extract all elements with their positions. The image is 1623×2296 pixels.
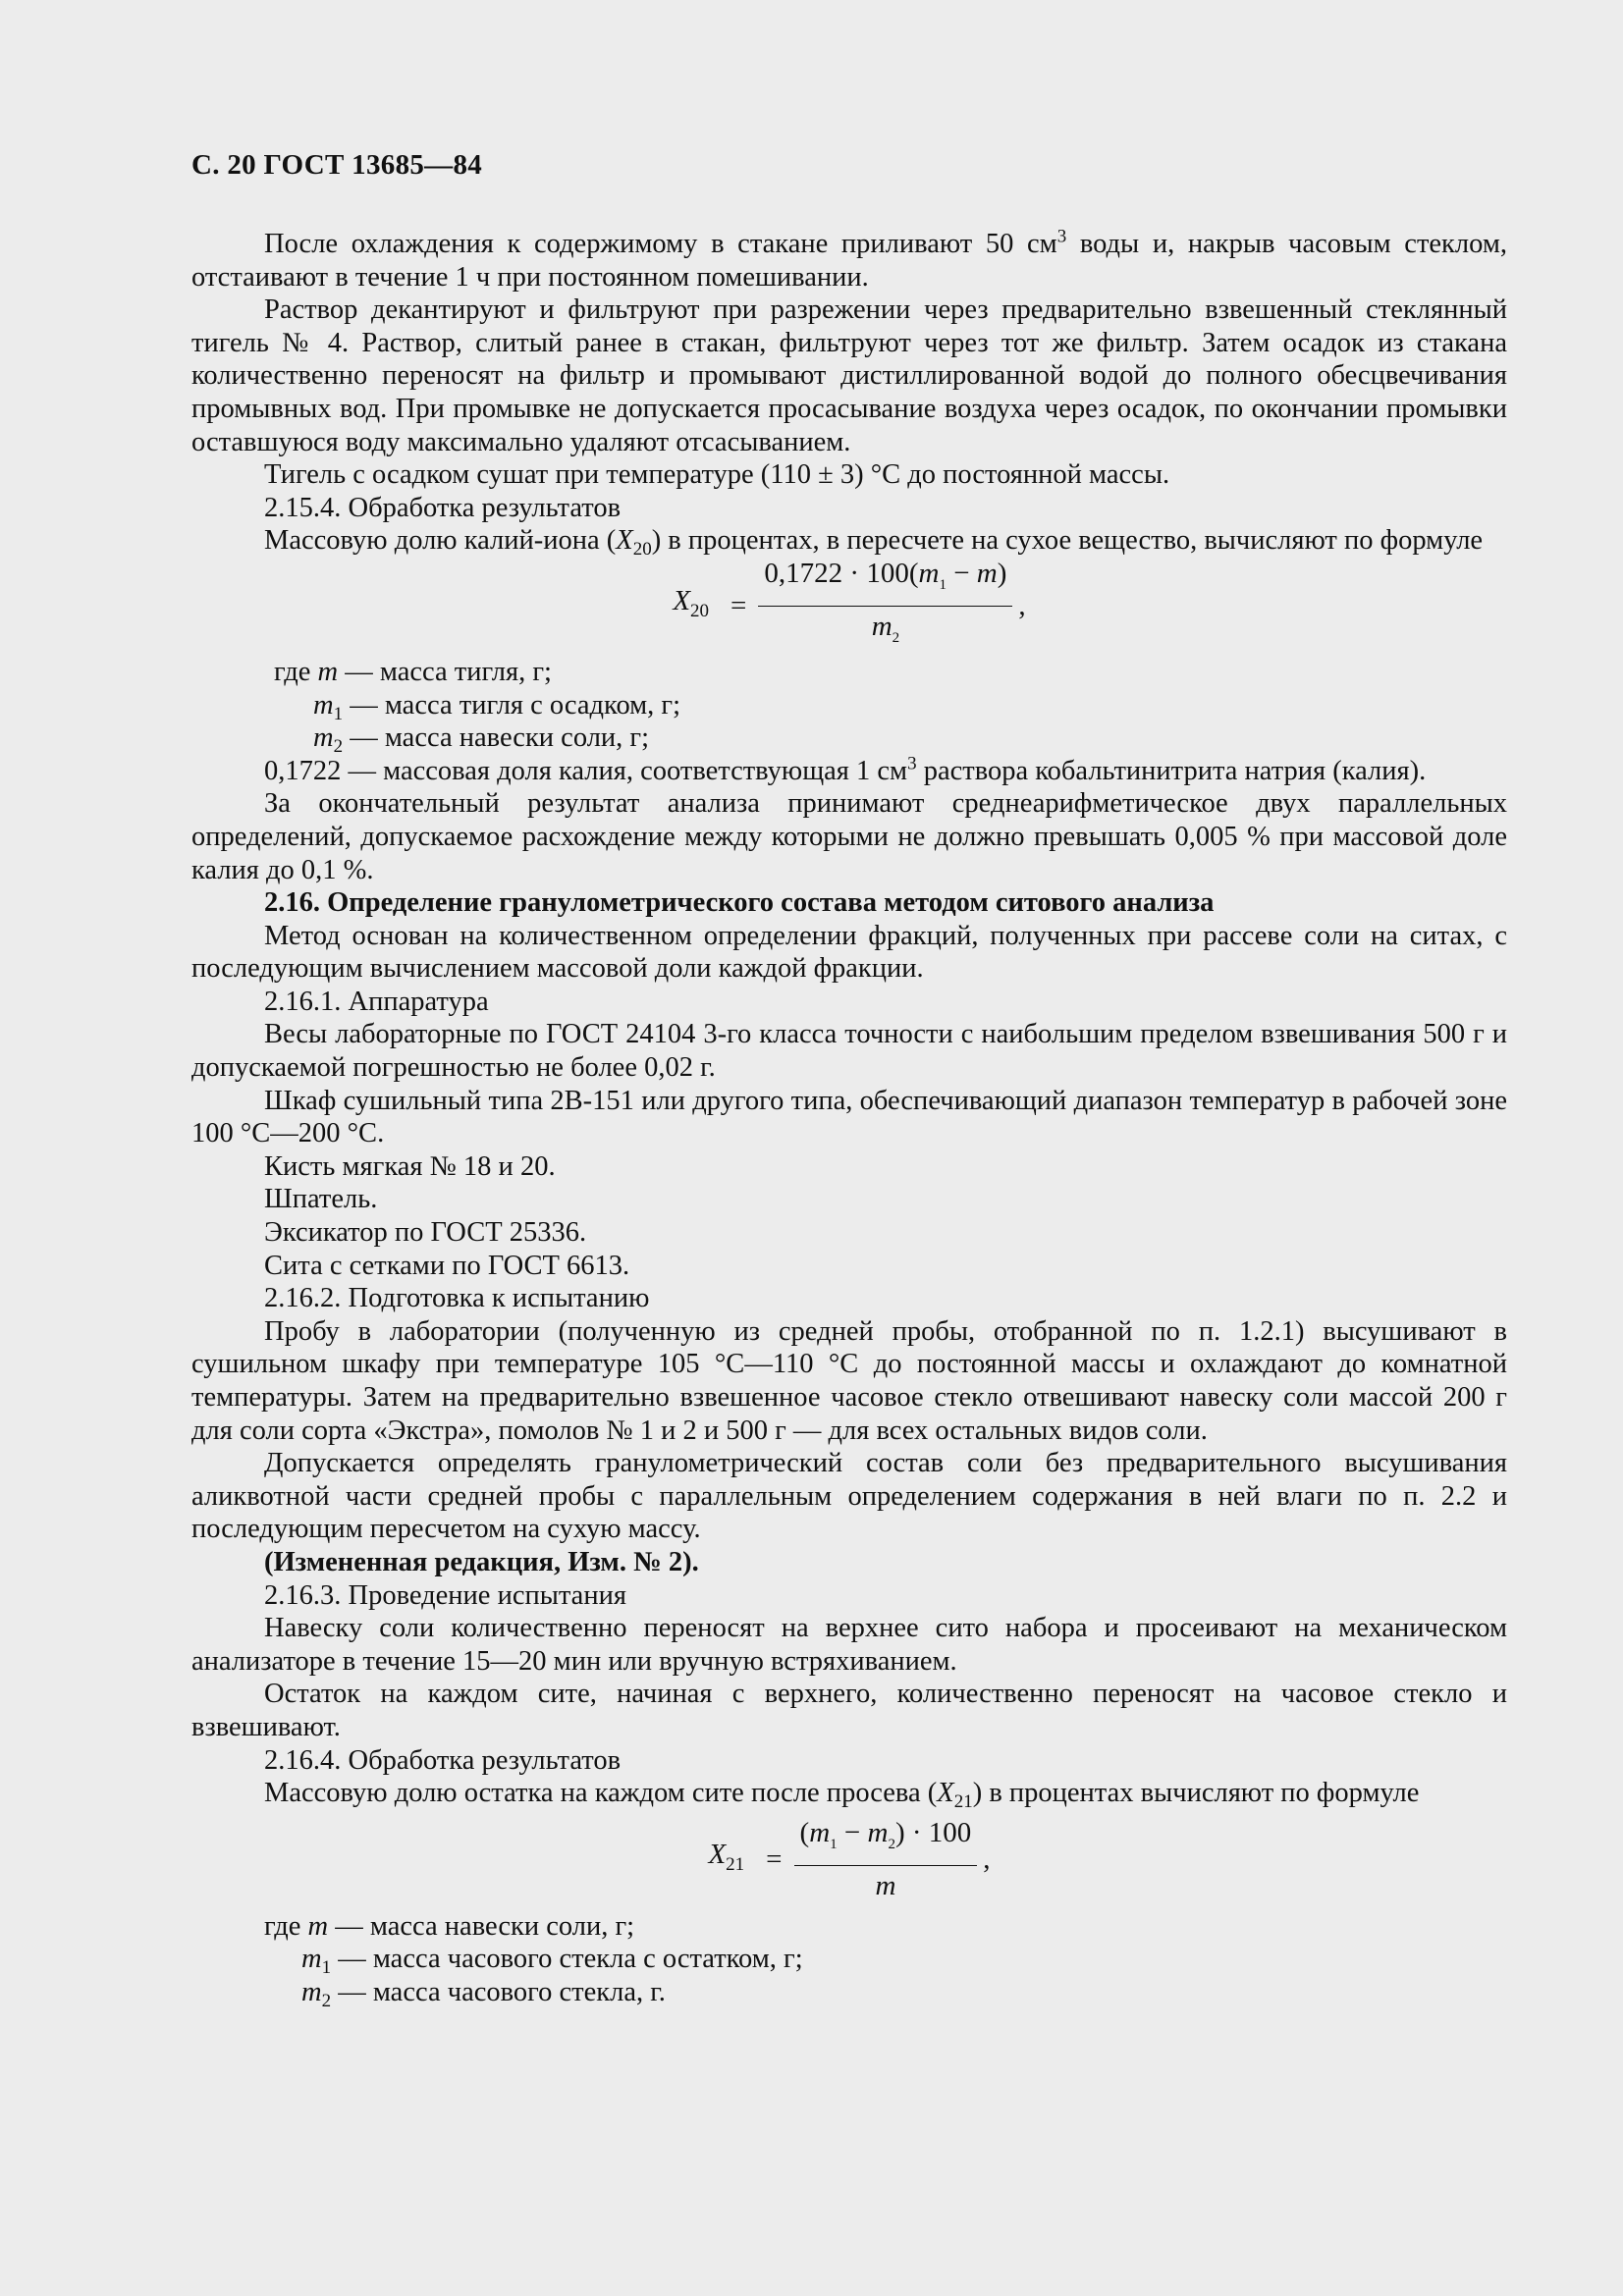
paragraph: Шпатель.: [264, 1184, 378, 1215]
paragraph: Навеску соли количественно переносят на верхнее сито набора и просеивают на механическом анализаторе в течение 15—20 мин или вручную встряхиванием.: [191, 1613, 1507, 1677]
formula-x20: $X_{20}$ = $\frac{0,1722 \cdot 100(m_1 - m)}{m_2}$ ,: [191, 561, 1507, 652]
section-heading: 2.15.4. Обработка результатов: [264, 492, 622, 523]
paragraph: Шкаф сушильный типа 2В-151 или другого типа, обеспечивающий диапазон температур в рабочей зоне 100 °С—200 °С.: [191, 1085, 1507, 1149]
paragraph: Остаток на каждом сите, начиная с верхнего, количественно переносят на часовое стекло и взвешивают.: [191, 1679, 1507, 1742]
section-heading: 2.16.3. Проведение испытания: [264, 1579, 626, 1611]
section-heading: 2.16.1. Аппаратура: [264, 986, 489, 1017]
amendment-note: (Измененная редакция, Изм. № 2).: [264, 1546, 699, 1577]
section-heading: 2.16.4. Обработка результатов: [264, 1744, 622, 1776]
paragraph: Допускается определять гранулометрический состав соли без предварительного высушивания аликвотной части средней пробы с параллельным определением содержания в ней влаги по п. 2.2 и последующим пересчетом на сухую массу.: [191, 1448, 1507, 1545]
paragraph: Сита с сетками по ГОСТ 6613.: [264, 1250, 630, 1281]
paragraph: Массовую долю калий-иона $(X_{20})$ в процентах, в пересчете на сухое вещество, вычисляют по формуле: [264, 525, 1484, 561]
paragraph: Метод основан на количественном определении фракций, полученных при рассеве соли на ситах, с последующим вычислением массовой доли каждой фракции.: [191, 920, 1507, 985]
fraction: [794, 1817, 978, 1903]
page-body: [191, 228, 1507, 2009]
paragraph: Эксикатор по ГОСТ 25336.: [264, 1217, 587, 1249]
page-header: С. 20 ГОСТ 13685—84: [191, 149, 483, 181]
definition-line: $m_1$ — масса тигля с осадком, г;: [313, 689, 681, 724]
paragraph: После охлаждения к содержимому в стакане приливают 50 $см^3$ воды и, накрыв часовым стеклом, отстаивают в течение 1 ч при постоянном помешивании.: [191, 226, 1507, 293]
fraction: [758, 558, 1012, 656]
definition-line: где m — масса тигля, г;: [274, 656, 552, 687]
numerator: $(m_1 - m_2) \cdot 100$: [794, 1817, 978, 1866]
numerator: $0,1722 \cdot 100(m_1 - m)$: [758, 558, 1012, 607]
formula-x21: $X_{21}$ = $\frac{(m_1 - m_2) \cdot 100}{m}$ ,: [708, 1816, 991, 1902]
paragraph: За окончательный результат анализа принимают среднеарифметическое двух параллельных определений, допускаемое расхождение между которыми не должно превышать 0,005 % при массовой доле калия до 0,1 %.: [191, 788, 1507, 885]
paragraph: Кисть мягкая № 18 и 20.: [264, 1150, 556, 1182]
denominator: $m_2$: [871, 611, 900, 647]
paragraph: Раствор декантируют и фильтруют при разрежении через предварительно взвешенный стеклянный тигель № 4. Раствор, слитый ранее в стакан, фильтруют через тот же фильтр. Затем осадок из стакана количественно переносят на фильтр и промывают дистиллированной водой до полного обесцвечивания промывных вод. При промывке не допускается просасывание воздуха через осадок, по окончании промывки оставшуюся воду максимально удаляют отсасыванием.: [191, 294, 1507, 457]
definition-line: $m_2$ — масса часового стекла, г.: [301, 1976, 666, 2011]
paragraph: Весы лабораторные по ГОСТ 24104 3-го класса точности с наибольшим пределом взвешивания 500 г и допускаемой погрешностью не более 0,02 г.: [191, 1019, 1507, 1084]
section-heading: 2.16. Определение гранулометрического состава методом ситового анализа: [264, 887, 1215, 919]
definition-line: $m_2$ — масса навески соли, г;: [313, 722, 650, 758]
definition-line: 0,1722 — массовая доля калия, соответствующая 1 $см^3$ раствора кобальтинитрита натрия (калия).: [264, 753, 1427, 786]
definition-line: где m — масса навески соли, г;: [264, 1910, 635, 1942]
definition-line: $m_1$ — масса часового стекла с остатком, г;: [301, 1944, 803, 1979]
paragraph: Тигель с осадком сушат при температуре (110 ± 3) °С до постоянной массы.: [264, 459, 1170, 491]
paragraph: Пробу в лаборатории (полученную из средней пробы, отобранной по п. 1.2.1) высушивают в сушильном шкафу при температуре 105 °С—110 °С до постоянной массы и охлаждают до комнатной температуры. Затем на предварительно взвешенное часовое стекло отвешивают навеску соли массой 200 г для соли сорта «Экстра», помолов № 1 и 2 и 500 г — для всех остальных видов соли.: [191, 1315, 1507, 1446]
section-heading: 2.16.2. Подготовка к испытанию: [264, 1283, 650, 1314]
denominator: m: [875, 1870, 896, 1902]
paragraph: Массовую долю остатка на каждом сите после просева $(X_{21})$ в процентах вычисляют по формуле: [264, 1778, 1420, 1813]
